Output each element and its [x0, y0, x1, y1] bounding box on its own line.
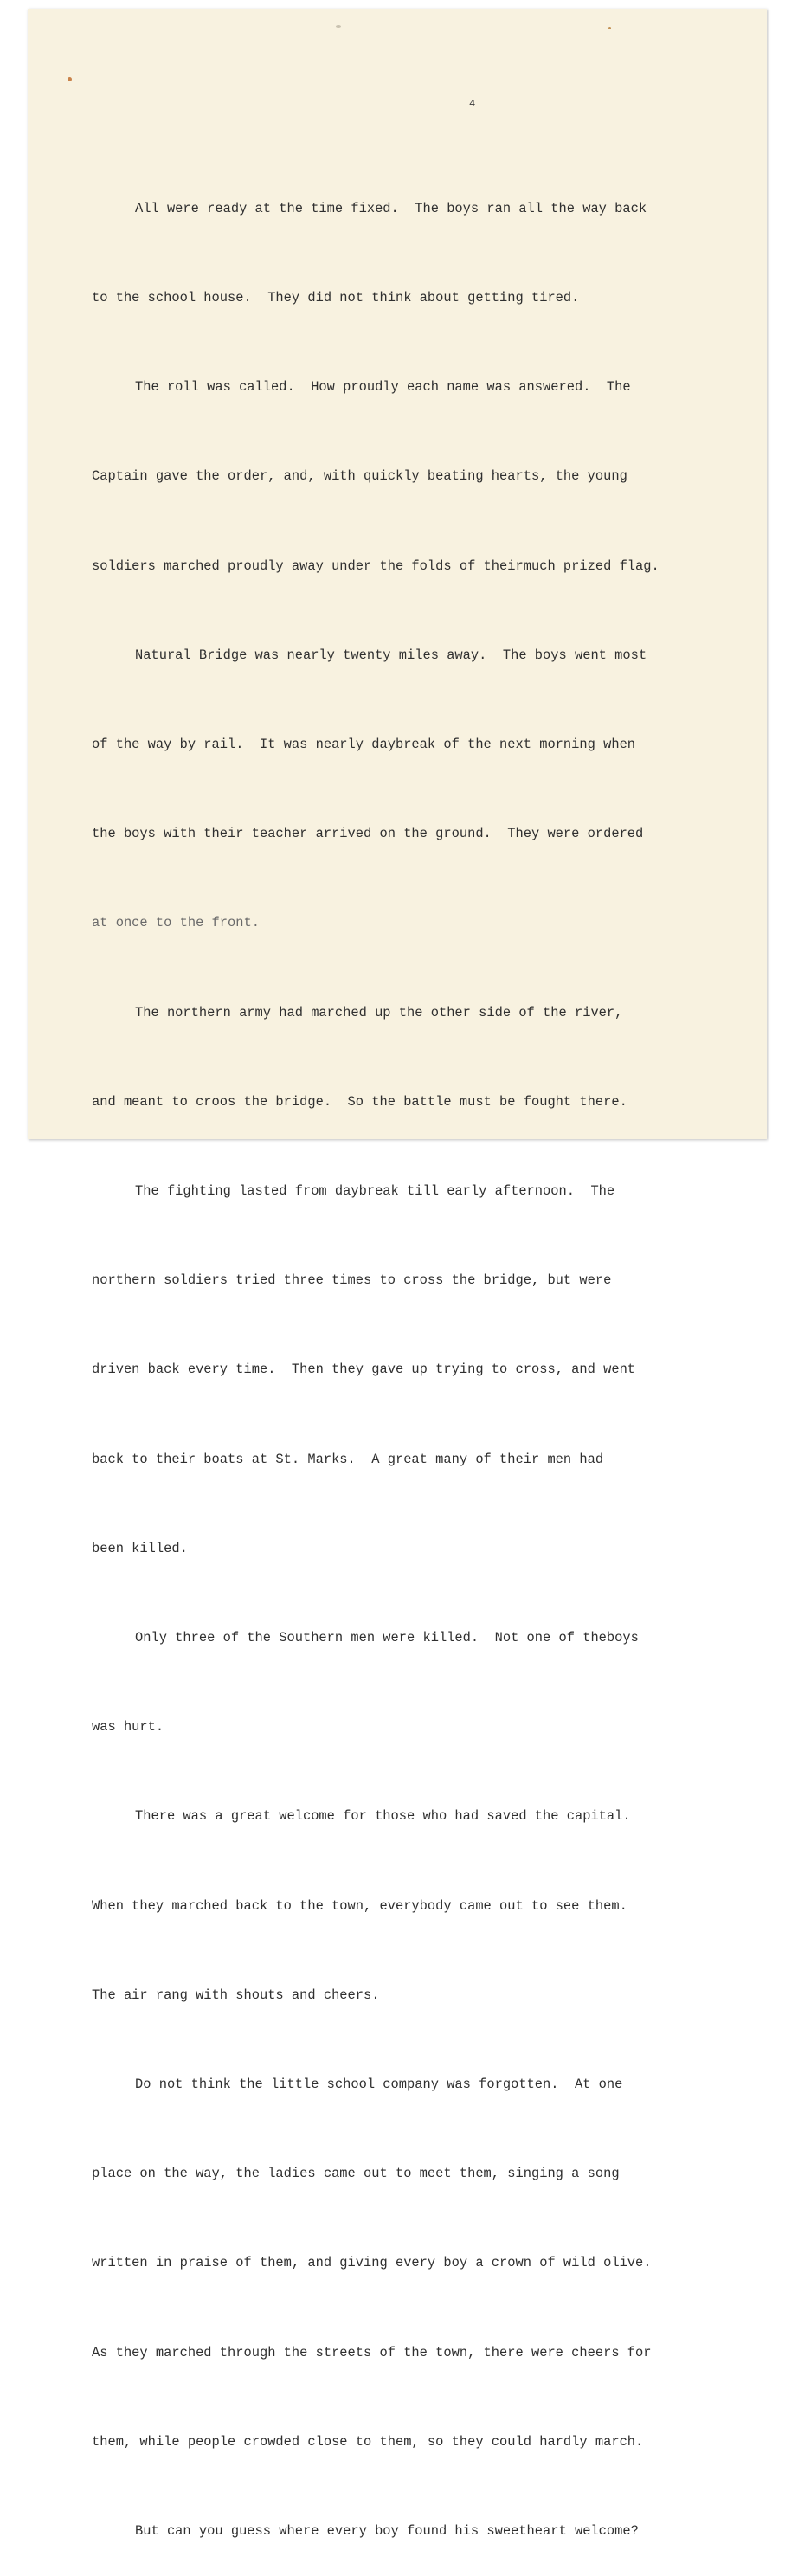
text-line: There was a great welcome for those who had saved the capital.	[135, 1808, 631, 1825]
text-line: the boys with their teacher arrived on the ground. They were ordered	[92, 826, 644, 842]
typed-text-body	[92, 134, 715, 2576]
text-line: of the way by rail. It was nearly daybreak of the next morning when	[92, 737, 636, 753]
text-line: Natural Bridge was nearly twenty miles away. The boys went most	[135, 647, 647, 663]
text-line: As they marched through the streets of the town, there were cheers for	[92, 2344, 652, 2360]
text-line: was hurt.	[92, 1719, 164, 1736]
text-line: Only three of the Southern men were killed. Not one of theboys	[135, 1630, 639, 1646]
text-line: soldiers marched proudly away under the folds of theirmuch prized flag.	[92, 557, 660, 574]
text-line: northern soldiers tried three times to cross the bridge, but were	[92, 1272, 612, 1289]
text-line: back to their boats at St. Marks. A great many of their men had	[92, 1451, 604, 1467]
text-line: Do not think the little school company was forgotten. At one	[135, 2077, 623, 2093]
text-line: The northern army had marched up the other side of the river,	[135, 1004, 623, 1021]
text-line: All were ready at the time fixed. The boys ran all the way back	[135, 200, 647, 216]
text-line: When they marched back to the town, everybody came out to see them.	[92, 1897, 627, 1914]
text-line: them, while people crowded close to them, so they could hardly march.	[92, 2433, 644, 2450]
paper-stain	[336, 25, 341, 28]
text-line: to the school house. They did not think about getting tired.	[92, 290, 580, 306]
text-line: But can you guess where every boy found his sweetheart welcome?	[135, 2523, 639, 2540]
text-line: The fighting lasted from daybreak till early afternoon. The	[135, 1183, 615, 1200]
paper-stain	[608, 27, 611, 29]
text-line: written in praise of them, and giving every boy a crown of wild olive.	[92, 2255, 652, 2271]
page-number: 4	[469, 98, 476, 110]
text-line: at once to the front.	[92, 915, 260, 931]
paper-stain	[68, 77, 72, 81]
text-line: driven back every time. Then they gave up trying to cross, and went	[92, 1362, 636, 1378]
text-line: The roll was called. How proudly each name was answered. The	[135, 379, 631, 396]
text-line: Captain gave the order, and, with quickly beating hearts, the young	[92, 468, 627, 485]
text-line: The air rang with shouts and cheers.	[92, 1987, 380, 2003]
text-line: been killed.	[92, 1540, 188, 1556]
text-line: and meant to croos the bridge. So the battle must be fought there.	[92, 1093, 627, 1110]
text-line: place on the way, the ladies came out to meet them, singing a song	[92, 2166, 620, 2182]
